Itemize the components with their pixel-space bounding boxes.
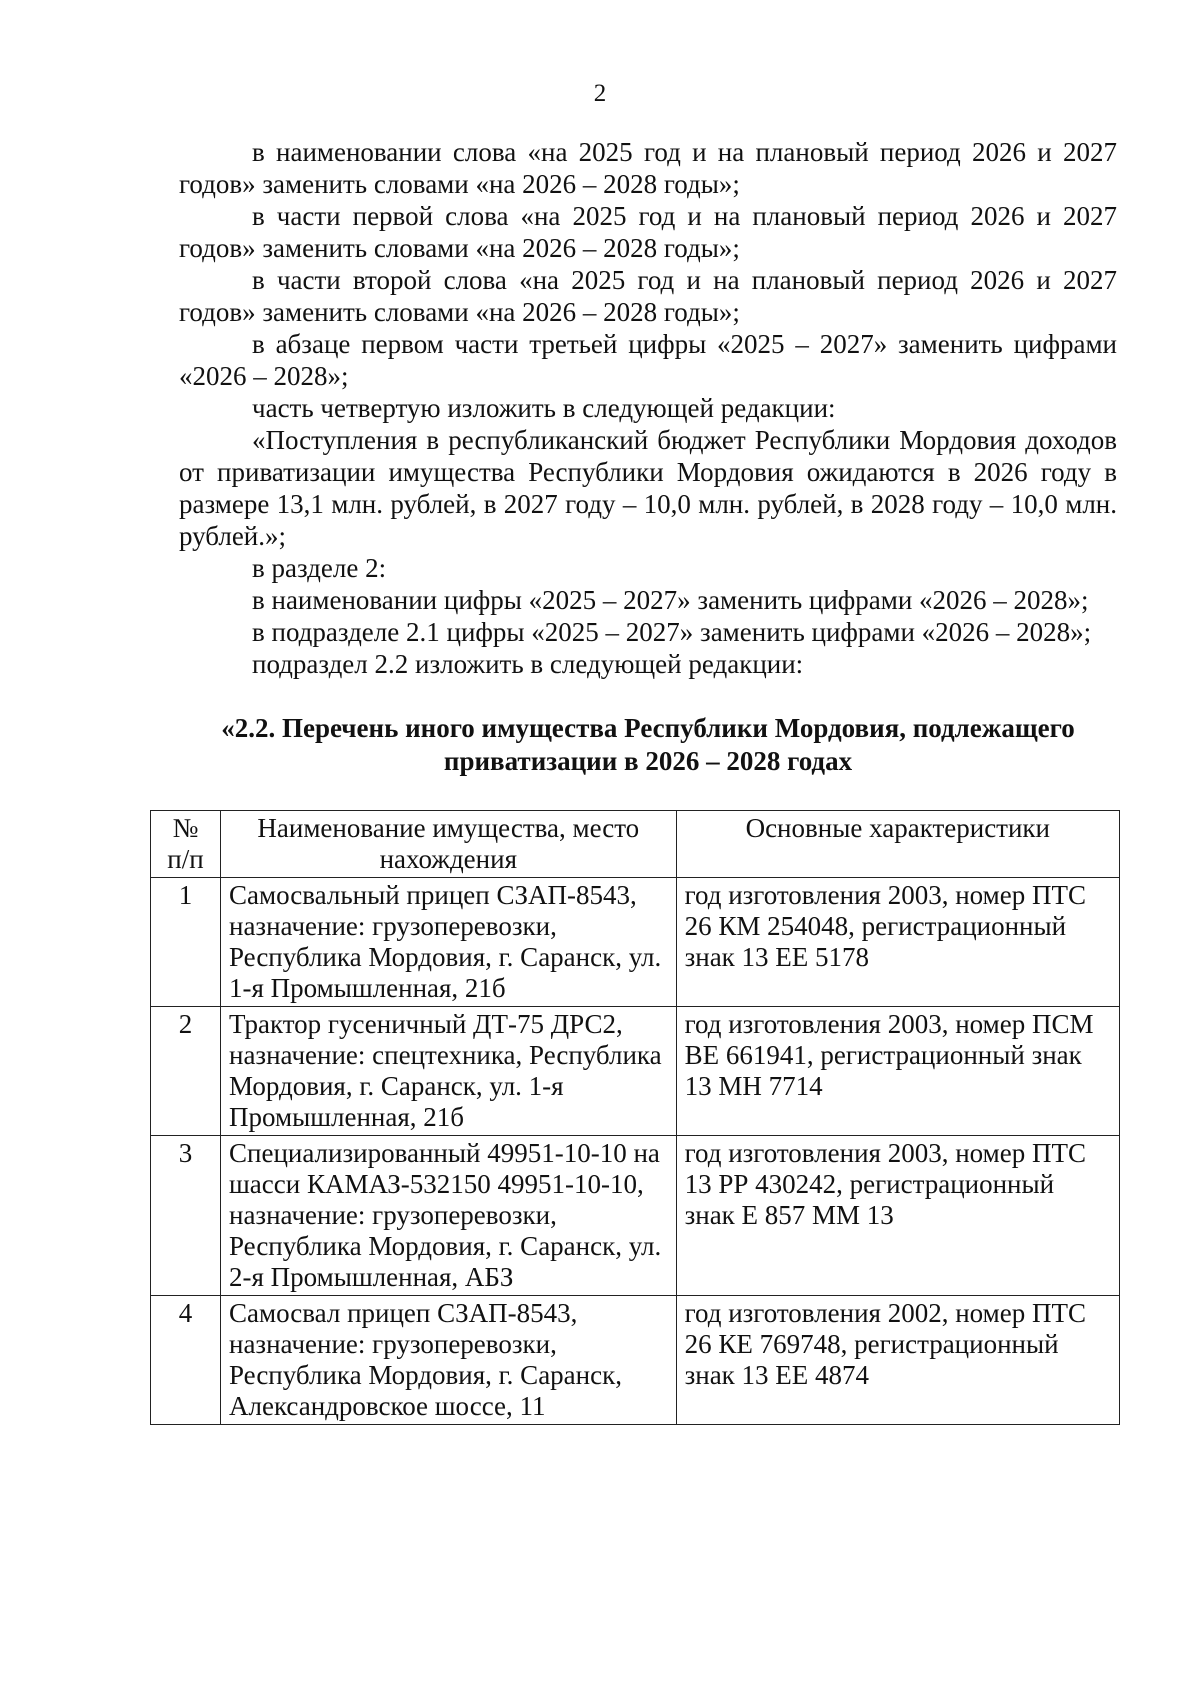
paragraph: в части первой слова «на 2025 год и на плановый период 2026 и 2027 годов» заменить словами «на 2026 – 2028 годы»; [179, 201, 1117, 263]
paragraph: в подразделе 2.1 цифры «2025 – 2027» заменить цифрами «2026 – 2028»; [252, 617, 1092, 647]
paragraph: в абзаце первом части третьей цифры «2025 – 2027» заменить цифрами «2026 – 2028»; [179, 329, 1117, 391]
row-characteristics: год изготовления 2003, номер ПСМ ВЕ 661941, регистрационный знак 13 МН 7714 [676, 1007, 1119, 1136]
table-row [151, 878, 1120, 1007]
row-name: Самосвальный прицеп СЗАП-8543, назначение: грузоперевозки, Республика Мордовия, г. Саранск, ул. 1-я Промышленная, 21б [221, 878, 677, 1007]
table-header-row [151, 811, 1120, 878]
table-row [151, 1007, 1120, 1136]
header-num: № п/п [151, 811, 221, 878]
table-row [151, 1296, 1120, 1425]
paragraph-quoted: «Поступления в республиканский бюджет Республики Мордовия доходов от приватизации имущества Республики Мордовия ожидаются в 2026 году в размере 13,1 млн. рублей, в 2027 году – 10,0 млн. рублей, в 2028 году – 10,0 млн. рублей.»; [179, 425, 1117, 551]
paragraph: подраздел 2.2 изложить в следующей редакции: [252, 649, 804, 679]
property-table [150, 810, 1120, 1425]
amendment-text [179, 136, 1117, 680]
section-heading: «2.2. Перечень иного имущества Республики Мордовия, подлежащего приватизации в 2026 – 2028 годах [221, 713, 1075, 776]
paragraph: в наименовании цифры «2025 – 2027» заменить цифрами «2026 – 2028»; [252, 585, 1089, 615]
paragraph: в наименовании слова «на 2025 год и на плановый период 2026 и 2027 годов» заменить словами «на 2026 – 2028 годы»; [179, 137, 1117, 199]
row-num: 1 [151, 878, 221, 1007]
row-num: 3 [151, 1136, 221, 1296]
row-num: 4 [151, 1296, 221, 1425]
page-number: 2 [593, 80, 607, 107]
row-characteristics: год изготовления 2003, номер ПТС 13 РР 430242, регистрационный знак Е 857 ММ 13 [676, 1136, 1119, 1296]
row-name: Специализированный 49951-10-10 на шасси КАМАЗ-532150 49951-10-10, назначение: грузоперевозки, Республика Мордовия, г. Саранск, ул. 2-я Промышленная, АБЗ [221, 1136, 677, 1296]
paragraph: часть четвертую изложить в следующей редакции: [252, 393, 836, 423]
table-row [151, 1136, 1120, 1296]
row-characteristics: год изготовления 2003, номер ПТС 26 КМ 254048, регистрационный знак 13 ЕЕ 5178 [676, 878, 1119, 1007]
header-name: Наименование имущества, место нахождения [221, 811, 677, 878]
row-characteristics: год изготовления 2002, номер ПТС 26 КЕ 769748, регистрационный знак 13 ЕЕ 4874 [676, 1296, 1119, 1425]
row-name: Трактор гусеничный ДТ-75 ДРС2, назначение: спецтехника, Республика Мордовия, г. Саранск, ул. 1-я Промышленная, 21б [221, 1007, 677, 1136]
row-name: Самосвал прицеп СЗАП-8543, назначение: грузоперевозки, Республика Мордовия, г. Саранск, Александровское шоссе, 11 [221, 1296, 677, 1425]
header-characteristics: Основные характеристики [676, 811, 1119, 878]
paragraph: в разделе 2: [252, 553, 387, 583]
paragraph: в части второй слова «на 2025 год и на плановый период 2026 и 2027 годов» заменить словами «на 2026 – 2028 годы»; [179, 265, 1117, 327]
row-num: 2 [151, 1007, 221, 1136]
